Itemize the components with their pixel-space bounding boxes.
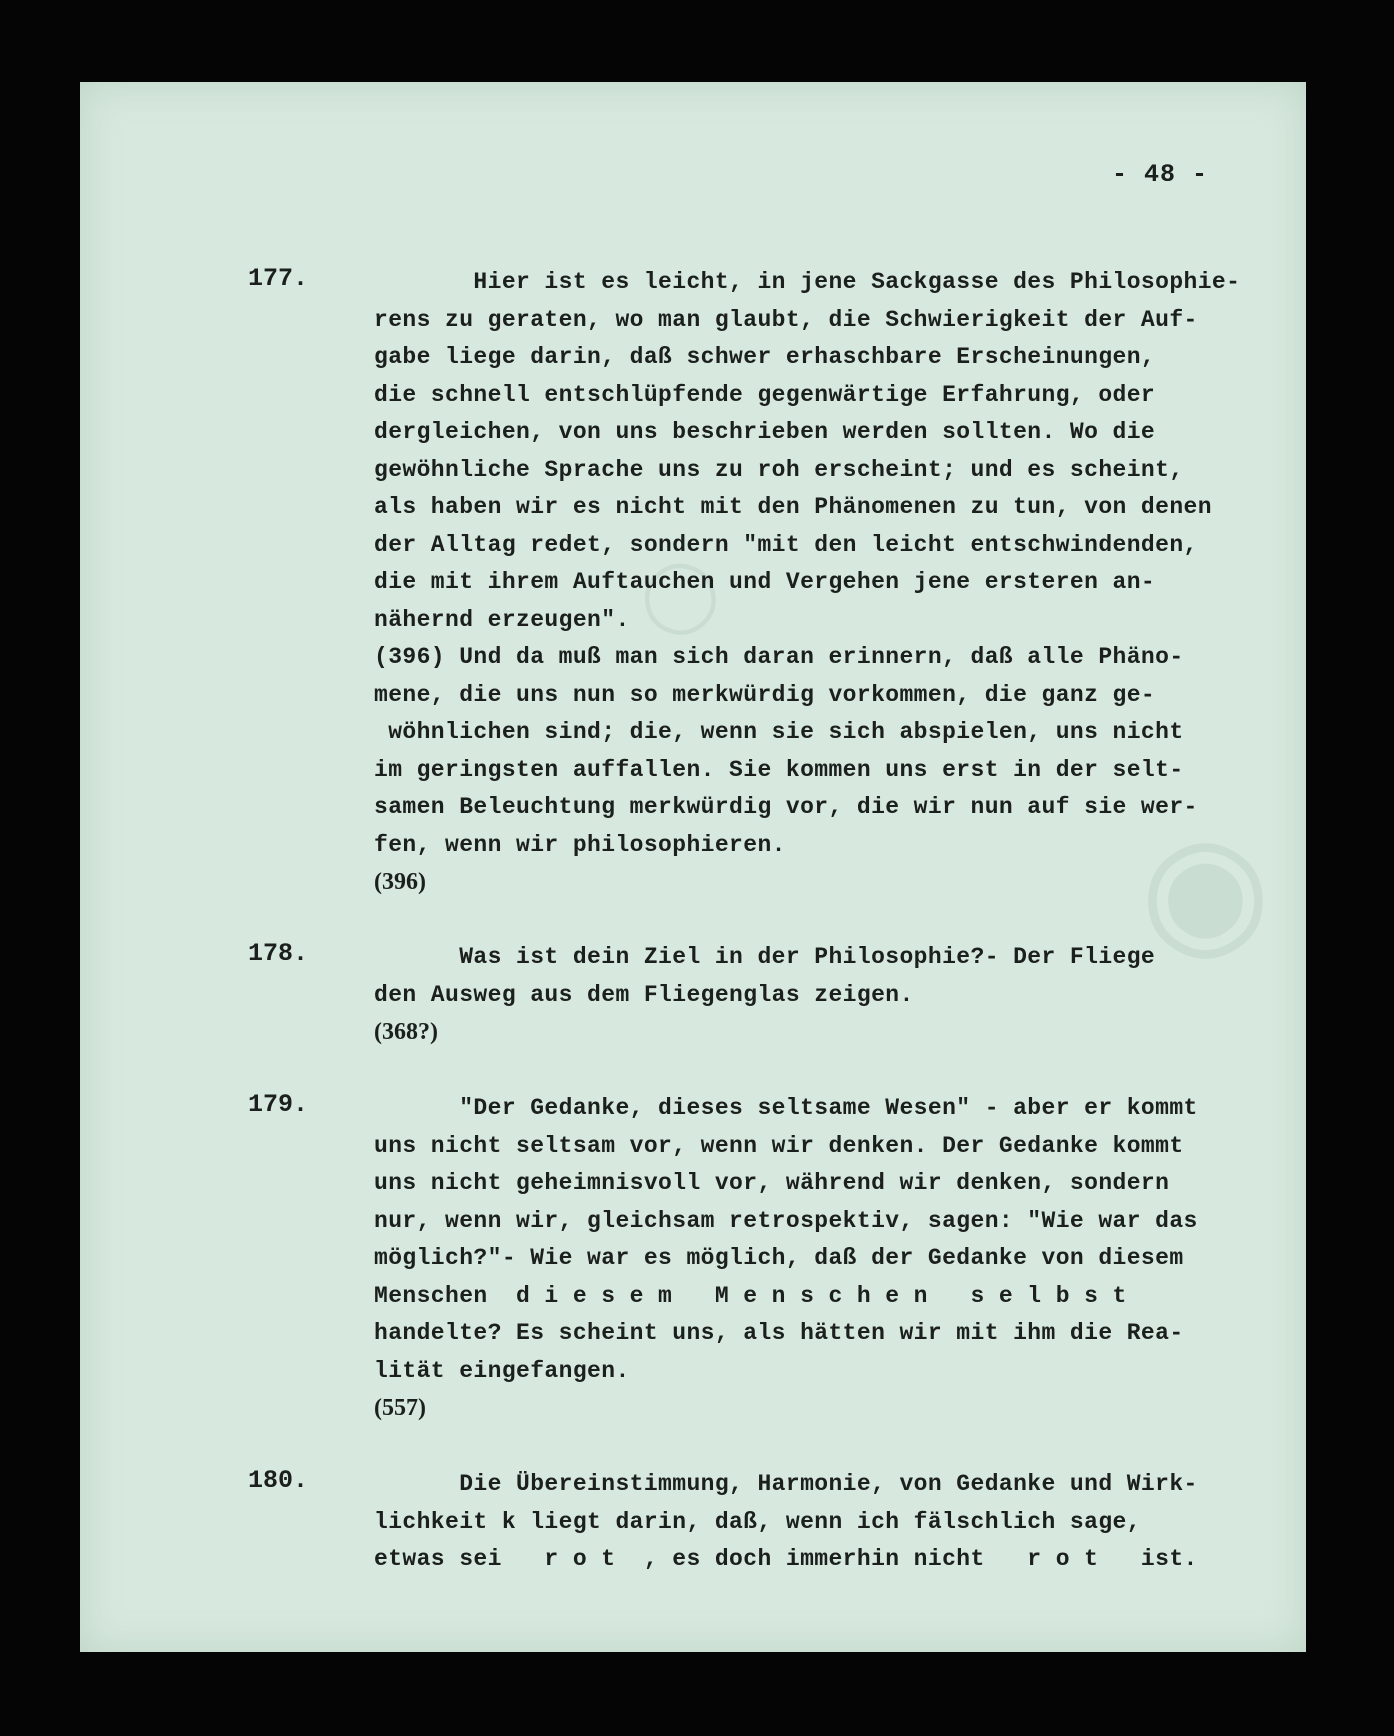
text-line: die mit ihrem Auftauchen und Vergehen jene ersteren an- (374, 569, 1156, 595)
entry-number: 178. (248, 939, 309, 968)
text-line: rens zu geraten, wo man glaubt, die Schwierigkeit der Auf- (374, 306, 1198, 333)
entry-number: 177. (248, 264, 309, 293)
entry-text (374, 1090, 1274, 1428)
text-line: Hier ist es leicht, in jene Sackgasse des Philosophie- (374, 269, 1241, 295)
page-number: - 48 - (1111, 160, 1208, 189)
text-line: fen, wenn wir philosophieren. (374, 831, 786, 858)
reference-number: (396) (374, 869, 426, 895)
entry-text (374, 939, 1274, 1052)
text-line: (396) Und da muß man sich daran erinnern, daß alle Phäno- (374, 644, 1184, 670)
text-line: gabe liege darin, daß schwer erhaschbare Erscheinungen, (374, 344, 1156, 370)
stamp-watermark: ◯ (632, 546, 732, 640)
text-line: Die Übereinstimmung, Harmonie, von Gedanke und Wirk- (374, 1471, 1198, 1497)
text-line: nähernd erzeugen". (374, 606, 630, 633)
text-line: als haben wir es nicht mit den Phänomenen zu tun, von denen (374, 494, 1212, 520)
document-page (80, 82, 1306, 1652)
text-line: möglich?"- Wie war es möglich, daß der Gedanke von diesem (374, 1245, 1184, 1271)
entry-text (374, 1466, 1274, 1579)
text-line: die schnell entschlüpfende gegenwärtige Erfahrung, oder (374, 381, 1156, 408)
entry-number: 180. (248, 1466, 309, 1495)
text-line: dergleichen, von uns beschrieben werden sollten. Wo die (374, 419, 1156, 445)
stamp-watermark: ◉ (1140, 804, 1277, 972)
text-line: den Ausweg aus dem Fliegenglas zeigen. (374, 981, 914, 1008)
text-line: "Der Gedanke, dieses seltsame Wesen" - aber er kommt (374, 1095, 1198, 1121)
text-line: wöhnlichen sind; die, wenn sie sich abspielen, uns nicht (374, 719, 1184, 745)
entry-text (374, 264, 1274, 902)
reference-number: (368?) (374, 1019, 438, 1045)
text-line: lichkeit k liegt darin, daß, wenn ich fälschlich sage, (374, 1508, 1141, 1535)
text-line: der Alltag redet, sondern "mit den leicht entschwindenden, (374, 531, 1198, 558)
text-line: uns nicht geheimnisvoll vor, während wir denken, sondern (374, 1170, 1170, 1196)
text-line: handelte? Es scheint uns, als hätten wir mit ihm die Rea- (374, 1320, 1184, 1346)
reference-number: (557) (374, 1395, 426, 1421)
text-line: Was ist dein Ziel in der Philosophie?- Der Fliege (374, 944, 1156, 970)
text-line: etwas sei r o t , es doch immerhin nicht r o t ist. (374, 1546, 1198, 1572)
text-line: Menschen d i e s e m M e n s c h e n s e l b s t (374, 1282, 1127, 1309)
text-line: lität eingefangen. (374, 1357, 630, 1384)
entry-number: 179. (248, 1090, 309, 1119)
text-line: samen Beleuchtung merkwürdig vor, die wir nun auf sie wer- (374, 794, 1198, 820)
text-line: im geringsten auffallen. Sie kommen uns erst in der selt- (374, 756, 1184, 783)
text-line: gewöhnliche Sprache uns zu roh erscheint; und es scheint, (374, 456, 1184, 483)
text-line: uns nicht seltsam vor, wenn wir denken. Der Gedanke kommt (374, 1132, 1184, 1159)
text-line: mene, die uns nun so merkwürdig vorkommen, die ganz ge- (374, 681, 1156, 708)
text-line: nur, wenn wir, gleichsam retrospektiv, sagen: "Wie war das (374, 1207, 1198, 1234)
